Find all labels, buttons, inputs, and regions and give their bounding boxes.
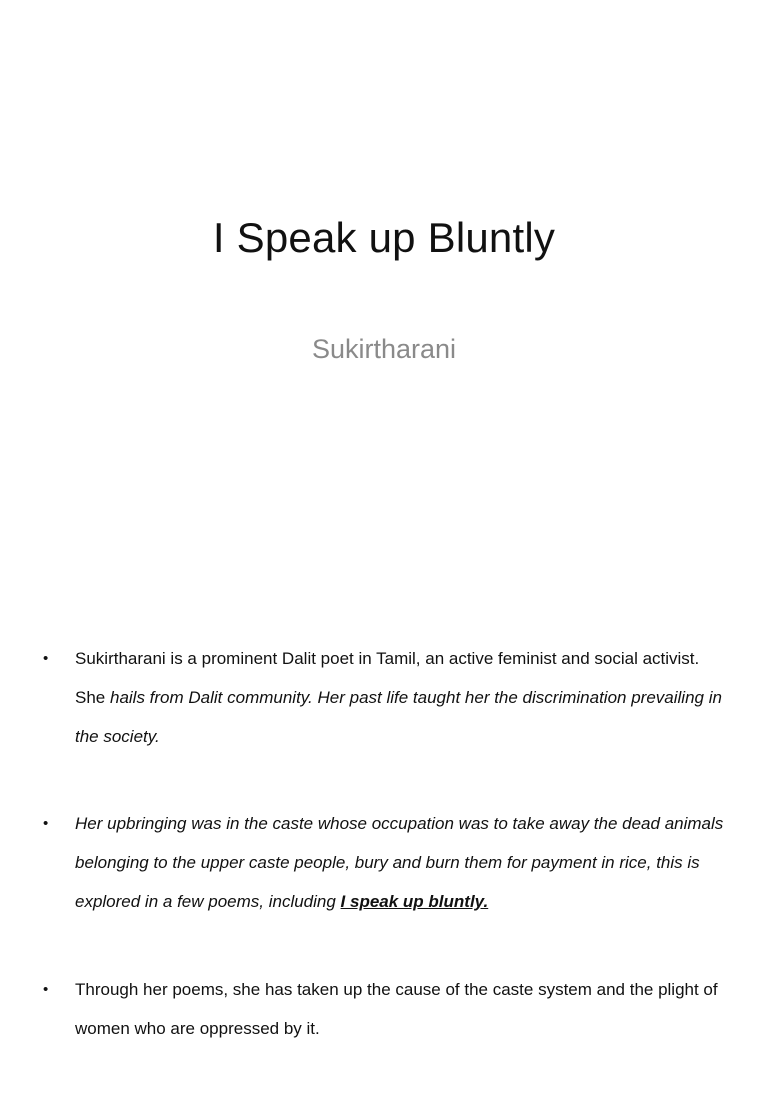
bullet-list [0,640,768,1097]
bullet-icon: • [43,980,49,998]
slide-title: I Speak up Bluntly [212,214,556,261]
bullet-icon: • [43,650,49,667]
content-slide [0,576,768,1038]
bullet-item [0,971,768,1049]
bullet-text-italic: Her upbringing was in the caste whose occupation was to take away the dead animals belonging to the upper caste people, bury and burn them for payment in rice, this is explored in a few poems, including [75,814,724,911]
bullet-item [0,805,768,921]
slide-subtitle: Sukirtharani [311,334,457,364]
bullet-icon: • [43,815,49,833]
bullet-text-italic: hails from Dalit community. Her past life taught her the discrimination prevailing in the society. [75,687,722,746]
bullet-text: Through her poems, she has taken up the cause of the caste system and the plight of women who are oppressed by it. [75,979,718,1038]
bullet-text: Sukirtharani is a prominent Dalit poet in Tamil, an active feminist and social activist. She [75,649,700,707]
bullet-item [0,640,768,756]
poem-title-emphasis: I speak up bluntly. [340,891,489,911]
